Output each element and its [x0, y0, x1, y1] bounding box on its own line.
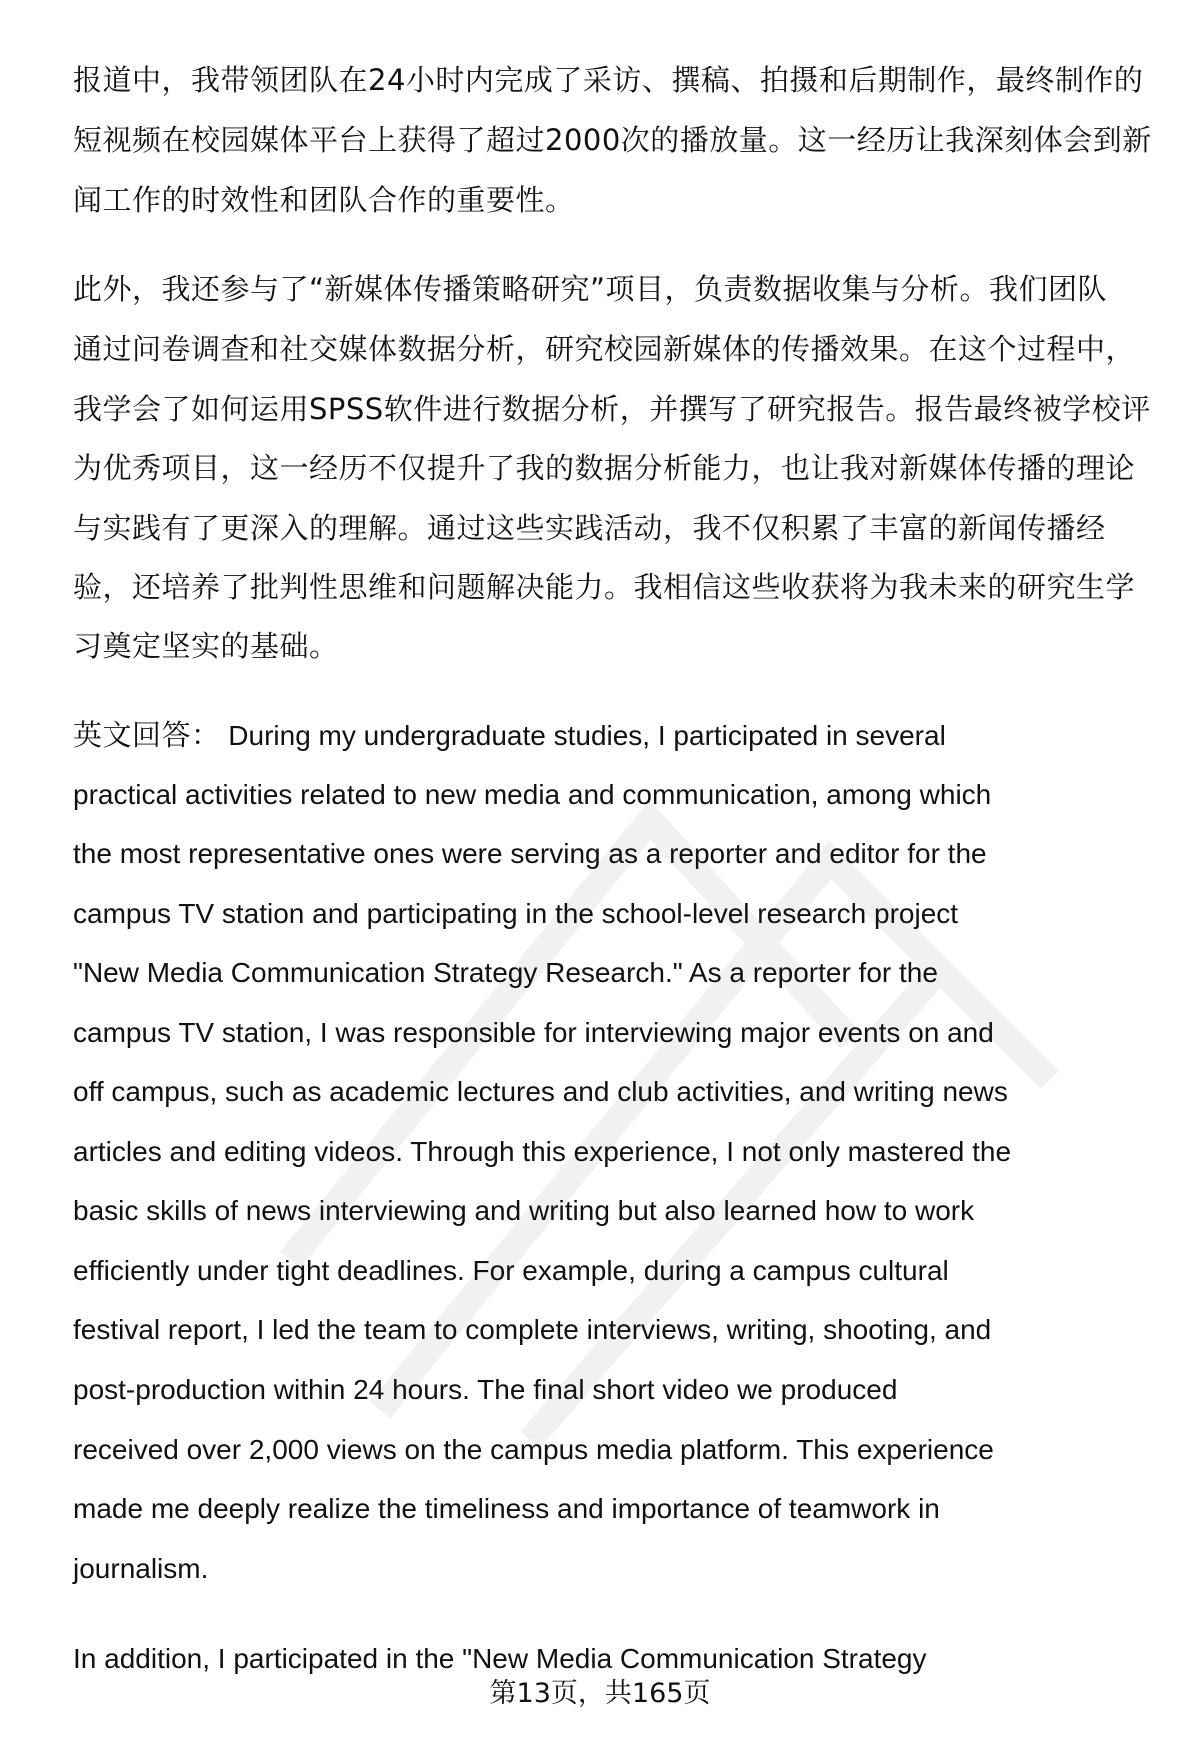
text-line: campus TV station, I was responsible for interviewing major events on and — [73, 1017, 994, 1048]
text-line: efficiently under tight deadlines. For example, during a campus cultural — [73, 1255, 949, 1286]
text-line: received over 2,000 views on the campus media platform. This experience — [73, 1434, 994, 1465]
text-line: 我学会了如何运用SPSS软件进行数据分析，并撰写了研究报告。报告最终被学校评 — [73, 392, 1151, 426]
text-line: made me deeply realize the timeliness and importance of teamwork in — [73, 1493, 940, 1524]
text-span: During my undergraduate studies, I participated in several — [228, 720, 946, 751]
text-line: In addition, I participated in the "New Media Communication Strategy — [73, 1643, 927, 1674]
page-indicator: 第13页，共165页 — [489, 1678, 711, 1709]
english-answer-label: 英文回答： — [73, 718, 221, 752]
text-line: journalism. — [73, 1553, 209, 1584]
text-line: 短视频在校园媒体平台上获得了超过2000次的播放量。这一经历让我深刻体会到新 — [73, 123, 1152, 157]
text-line: practical activities related to new media and communication, among which — [73, 779, 992, 810]
text-line: 习奠定坚实的基础。 — [73, 629, 339, 663]
text-line: post-production within 24 hours. The final short video we produced — [73, 1374, 898, 1405]
text-line: 此外，我还参与了“新媒体传播策略研究”项目，负责数据收集与分析。我们团队 — [73, 272, 1108, 306]
text-line: 闻工作的时效性和团队合作的重要性。 — [73, 183, 575, 217]
text-line: "New Media Communication Strategy Research." As a reporter for the — [73, 957, 938, 988]
text-line: 通过问卷调查和社交媒体数据分析，研究校园新媒体的传播效果。在这个过程中， — [73, 332, 1136, 366]
text-line: articles and editing videos. Through this experience, I not only mastered the — [73, 1136, 1012, 1167]
text-line: basic skills of news interviewing and writing but also learned how to work — [73, 1195, 975, 1226]
text-line: off campus, such as academic lectures and club activities, and writing news — [73, 1076, 1008, 1107]
text-line: festival report, I led the team to complete interviews, writing, shooting, and — [73, 1314, 992, 1345]
text-line — [73, 715, 946, 755]
text-line: 与实践有了更深入的理解。通过这些实践活动，我不仅积累了丰富的新闻传播经 — [73, 511, 1106, 545]
text-line: 验，还培养了批判性思维和问题解决能力。我相信这些收获将为我未来的研究生学 — [73, 570, 1136, 604]
text-line: 为优秀项目，这一经历不仅提升了我的数据分析能力，也让我对新媒体传播的理论 — [73, 451, 1136, 485]
text-line: the most representative ones were serving as a reporter and editor for the — [73, 838, 987, 869]
text-line: campus TV station and participating in the school-level research project — [73, 898, 959, 929]
text-line: 报道中，我带领团队在24小时内完成了采访、撰稿、拍摄和后期制作，最终制作的 — [73, 63, 1144, 97]
